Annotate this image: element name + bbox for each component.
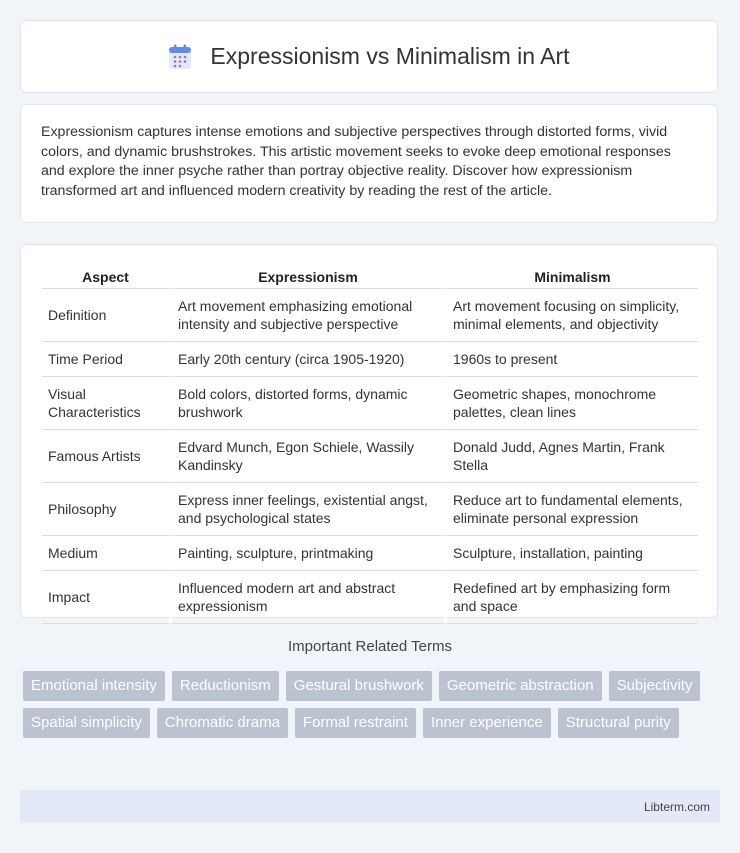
row-expressionism: Influenced modern art and abstract expressionism: [169, 571, 444, 624]
row-aspect: Visual Characteristics: [42, 377, 169, 430]
table-row: [42, 483, 698, 536]
row-aspect: Time Period: [42, 342, 169, 377]
row-expressionism: Early 20th century (circa 1905-1920): [169, 342, 444, 377]
related-term-tag[interactable]: Reductionism: [172, 671, 279, 701]
row-minimalism: Donald Judd, Agnes Martin, Frank Stella: [444, 430, 698, 483]
header-minimalism: Minimalism: [444, 265, 698, 289]
calendar-icon: [168, 44, 192, 70]
footer-site-link[interactable]: Libterm.com: [643, 799, 710, 814]
comparison-table-card: [20, 244, 718, 618]
intro-card: [20, 104, 718, 223]
related-term-tag[interactable]: Subjectivity: [609, 671, 701, 701]
related-term-tag[interactable]: Emotional intensity: [23, 671, 165, 701]
related-term-tag[interactable]: Structural purity: [558, 708, 679, 738]
title-card: [20, 20, 718, 93]
row-expressionism: Painting, sculpture, printmaking: [169, 536, 444, 571]
related-term-tag[interactable]: Formal restraint: [295, 708, 416, 738]
row-expressionism: Art movement emphasizing emotional intensity and subjective perspective: [169, 289, 444, 342]
row-expressionism: Express inner feelings, existential angst, and psychological states: [169, 483, 444, 536]
row-minimalism: Sculpture, installation, painting: [444, 536, 698, 571]
related-term-tag[interactable]: Geometric abstraction: [439, 671, 602, 701]
row-minimalism: Redefined art by emphasizing form and space: [444, 571, 698, 624]
table-row: [42, 571, 698, 624]
related-term-tag[interactable]: Inner experience: [423, 708, 551, 738]
comparison-table: [42, 265, 698, 624]
table-header-row: [42, 265, 698, 289]
row-minimalism: Geometric shapes, monochrome palettes, clean lines: [444, 377, 698, 430]
row-aspect: Impact: [42, 571, 169, 624]
row-minimalism: Art movement focusing on simplicity, minimal elements, and objectivity: [444, 289, 698, 342]
related-term-tag[interactable]: Chromatic drama: [157, 708, 288, 738]
page-title: Expressionism vs Minimalism in Art: [210, 43, 570, 69]
related-term-tag[interactable]: Gestural brushwork: [286, 671, 432, 701]
table-row: [42, 342, 698, 377]
related-term-tag[interactable]: Spatial simplicity: [23, 708, 150, 738]
footer: [20, 790, 720, 823]
row-minimalism: 1960s to present: [444, 342, 698, 377]
table-row: [42, 289, 698, 342]
table-row: [42, 430, 698, 483]
row-expressionism: Edvard Munch, Egon Schiele, Wassily Kandinsky: [169, 430, 444, 483]
row-aspect: Medium: [42, 536, 169, 571]
table-row: [42, 377, 698, 430]
header-aspect: Aspect: [42, 265, 169, 289]
row-minimalism: Reduce art to fundamental elements, eliminate personal expression: [444, 483, 698, 536]
related-terms-title: Important Related Terms: [288, 638, 452, 655]
header-expressionism: Expressionism: [169, 265, 444, 289]
row-aspect: Definition: [42, 289, 169, 342]
row-expressionism: Bold colors, distorted forms, dynamic brushwork: [169, 377, 444, 430]
row-aspect: Philosophy: [42, 483, 169, 536]
table-row: [42, 536, 698, 571]
related-terms-list: [23, 671, 723, 738]
row-aspect: Famous Artists: [42, 430, 169, 483]
intro-text: Expressionism captures intense emotions and subjective perspectives through distorted forms, vivid colors, and dynamic brushstrokes. This artistic movement seeks to evoke deep emotional responses and explore the inner psyche rather than portray objective reality. Discover how expressionism transformed art and influenced modern creativity by reading the rest of the article.: [41, 124, 671, 199]
page-title-wrap: [168, 43, 569, 70]
